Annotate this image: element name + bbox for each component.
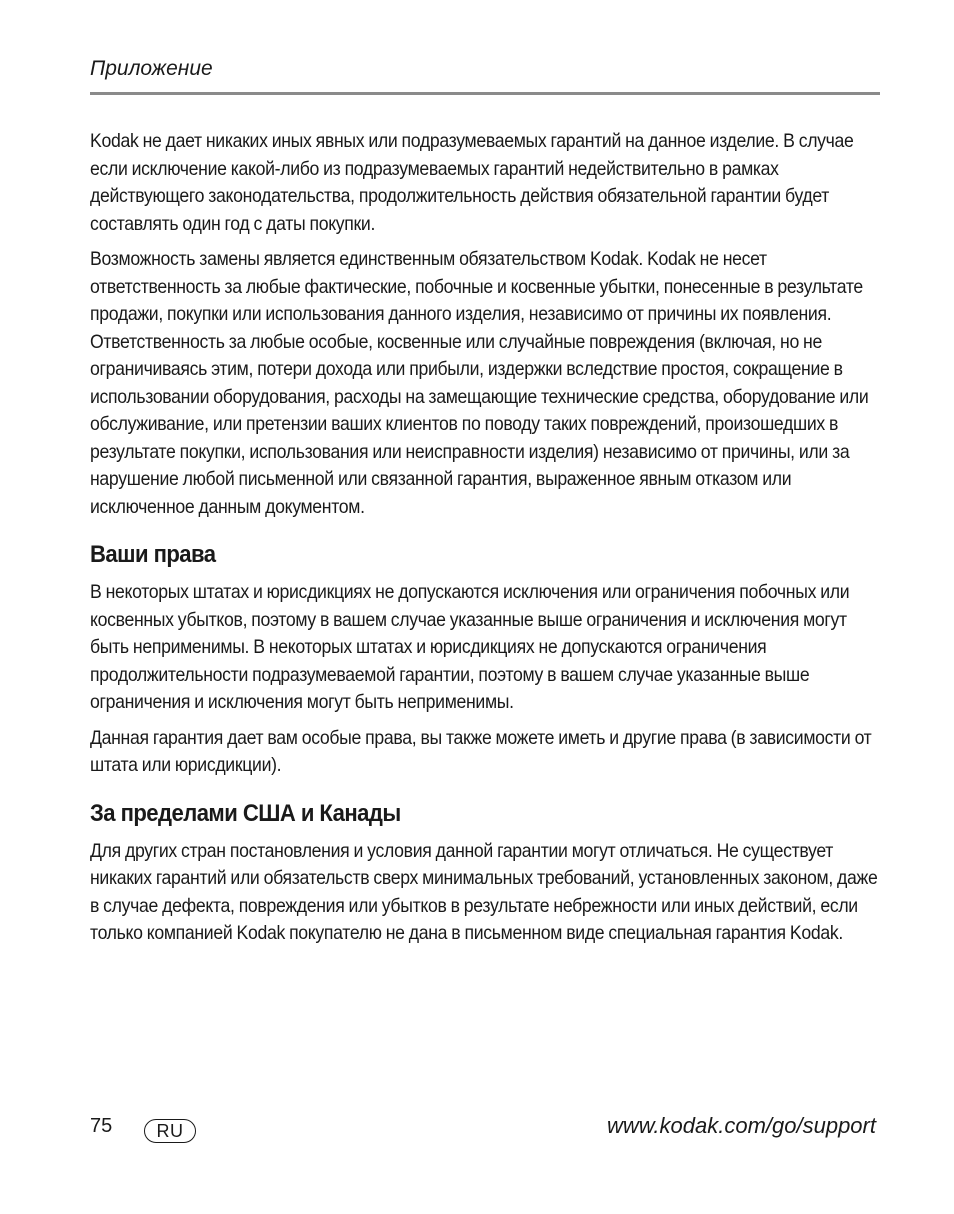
header-title: Приложение [90,57,213,80]
rights-paragraph-1: В некоторых штатах и юрисдикциях не допускаются исключения или ограничения побочных или косвенных убытков, поэтому в вашем случае указанные выше ограничения и исключения могут быть неприменимы. В некоторых штатах и юрисдикциях не допускаются ограничения продолжительности подразумеваемой гарантии, поэтому в вашем случае указанные выше ограничения и исключения могут быть неприменимы. [90,582,850,713]
section-heading-outside-us-canada: За пределами США и Канады [90,799,401,827]
rights-paragraph-2: Данная гарантия дает вам особые права, вы также можете иметь и другие права (в зависимости от штата или юрисдикции). [90,727,872,776]
support-url-link[interactable]: www.kodak.com/go/support [606,1113,876,1138]
page-content [90,128,880,956]
warranty-paragraph-1: Kodak не дает никаких иных явных или подразумеваемых гарантий на данное изделие. В случае если исключение какой-либо из подразумеваемых гарантий недействительно в рамках действующего законодательства, продолжительность действия обязательной гарантии будет составлять один год с даты покупки. [90,131,854,235]
language-badge: RU [144,1119,196,1143]
page-footer [90,1113,876,1143]
outside-us-paragraph: Для других стран постановления и условия данной гарантии могут отличаться. Не существует никаких гарантий или обязательств сверх минимальных требований, установленных законом, даже в случае дефекта, повреждения или убытков в результате небрежности или иных действий, если только компанией Kodak покупателю не дана в письменном виде специальная гарантия Kodak. [90,840,878,944]
warranty-paragraph-2: Возможность замены является единственным обязательством Kodak. Kodak не несет ответственность за любые фактические, побочные и косвенные убытки, понесенные в результате продажи, покупки или использования данного изделия, независимо от причины их появления. Ответственность за любые особые, косвенные или случайные повреждения (включая, но не ограничиваясь этим, потери дохода или прибыли, издержки вследствие простоя, сокращение в использовании оборудования, расходы на замещающие технические средства, оборудование или обслуживание, или претензии ваших клиентов по поводу таких повреждений, произошедших в результате покупки, использования или неисправности изделия) независимо от причины, или за нарушение любой письменной или связанной гарантия, выраженное явным отказом или исключенное данным документом. [90,249,869,518]
page-number: 75 [90,1115,113,1137]
page-header [90,56,880,95]
section-heading-your-rights: Ваши права [90,541,216,568]
